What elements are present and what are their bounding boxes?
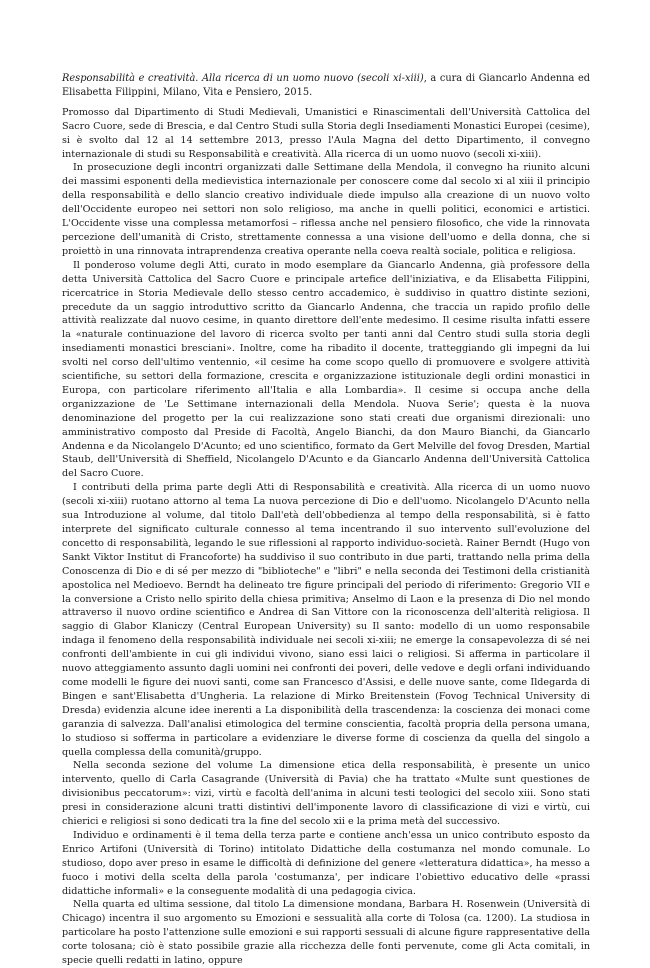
- paragraph: In prosecuzione degli incontri organizzati dalle Settimane della Mendola, il convegno ha riunito alcuni dei massimi esponenti della medievistica internazionale per conoscere come dal secolo xi al xiii il principio della responsabilità e dello slancio creativo individuale diede impulso alla creazione di un nuovo volto dell'Occidente europeo nei settori non solo religioso, ma anche in quelli politici, economici e artistici. L'Occidente visse una complessa metamorfosi – riflessa anche nel pensiero filosofico, che vide la rinnovata percezione dell'umanità di Cristo, strettamente connessa a una visione dell'uomo e della donna, che si proiettò in una rinnovata intraprendenza creativa operante nella coeva realtà sociale, politica e religiosa.: [62, 162, 590, 257]
- paragraph: Nella seconda sezione del volume La dimensione etica della responsabilità, è presente un unico intervento, quello di Carla Casagrande (Università di Pavia) che ha trattato «Multe sunt questiones de divisionibus peccatorum»: vizi, virtù e facoltà dell'anima in alcuni testi teologici del secolo xiii. Sono stati presi in considerazione alcuni tratti distintivi dell'imponente lavoro di classificazione di vizi e virtù, cui chierici e religiosi si sono dedicati tra la fine del secolo xii e la prima metà del successivo.: [62, 760, 590, 828]
- book-title: Responsabilità e creatività. Alla ricerca di un uomo nuovo (secoli xi-xiii): [62, 73, 424, 84]
- paragraph: Promosso dal Dipartimento di Studi Medievali, Umanistici e Rinascimentali dell'Università Cattolica del Sacro Cuore, sede di Brescia, e dal Centro Studi sulla Storia degli Insediamenti Monastici Europei (cesime), si è svolto dal 12 al 14 settembre 2013, presso l'Aula Magna del detto Dipartimento, il convegno internazionale di studi su Responsabilità e creatività. Alla ricerca di un uomo nuovo (secoli xi-xiii).: [62, 106, 590, 160]
- book-publication-details: , a cura di Giancarlo Andenna ed Elisabetta Filippini, Milano, Vita e Pensiero, 2015.: [62, 73, 591, 98]
- paragraph: Nella quarta ed ultima sessione, dal titolo La dimensione mondana, Barbara H. Rosenwein (Università di Chicago) incentra il suo argomento su Emozioni e sessualità alla corte di Tolosa (ca. 1200). La studiosa in particolare ha posto l'attenzione sulle emozioni e sui rapporti sessuali di alcune figure rappresentative della corte tolosana; ciò è stato possibile grazie alla ricchezza delle fonti pervenute, come gli Acta comitali, in specie quelli redatti in latino, oppure: [62, 899, 590, 967]
- review-page: [62, 72, 590, 968]
- paragraph: Il ponderoso volume degli Atti, curato in modo esemplare da Giancarlo Andenna, già professore della detta Università Cattolica del Sacro Cuore e principale artefice dell'iniziativa, e da Elisabetta Filippini, ricercatrice in Storia Medievale dello stesso centro accademico, è suddiviso in quattro distinte sezioni, precedute da un saggio introduttivo scritto da Giancarlo Andenna, che traccia un rapido profilo delle attività realizzate dal nuovo cesime, in quanto direttore dell'ente medesimo. Il cesime risulta infatti essere la «naturale continuazione del lavoro di ricerca svolto per tanti anni dal Centro studi sulla storia degli insediamenti monastici bresciani». Inoltre, come ha ribadito il docente, tratteggiando gli impegni da lui svolti nel corso dell'ultimo ventennio, «il cesime ha come scopo quello di promuovere e svolgere attività scientifiche, su settori della formazione, crescita e organizzazione istituzionale degli ordini monastici in Europa, con particolare riferimento all'Italia e alla Lombardia». Il cesime si occupa anche della organizzazione de 'Le Settimane internazionali della Mendola. Nuova Serie'; questa è la nuova denominazione del progetto per la cui realizzazione sono stati creati due organismi direzionali: uno amministrativo composto dal Preside di Facoltà, Angelo Bianchi, da don Mauro Bianchi, da Giancarlo Andenna e da Nicolangelo D'Acunto; ed uno scientifico, formato da Gert Melville del fovog Dresden, Martial Staub, dell'Università di Sheffield, Nicolangelo D'Acunto e da Giancarlo Andenna dell'Università Cattolica del Sacro Cuore.: [62, 259, 590, 480]
- book-citation: [62, 72, 590, 100]
- paragraph: Individuo e ordinamenti è il tema della terza parte e contiene anch'essa un unico contributo esposto da Enrico Artifoni (Università di Torino) intitolato Didattiche della costumanza nel mondo comunale. Lo studioso, dopo aver preso in esame le difficoltà di definizione del genere «letteratura didattica», ha messo a fuoco i motivi della scelta della parola 'costumanza', per indicare l'obiettivo educativo delle «prassi didattiche informali» e la conseguente modalità di una pedagogia civica.: [62, 829, 590, 897]
- paragraph: I contributi della prima parte degli Atti di Responsabilità e creatività. Alla ricerca di un uomo nuovo (secoli xi-xiii) ruotano attorno al tema La nuova percezione di Dio e dell'uomo. Nicolangelo D'Acunto nella sua Introduzione al volume, dal titolo Dall'età dell'obbedienza al tempo della responsabilità, si è fatto interprete del significato culturale connesso al tema incentrando il suo intervento sull'evoluzione del concetto di responsabilità, legando le sue riflessioni al rapporto individuo-società. Rainer Berndt (Hugo von Sankt Viktor Institut di Francoforte) ha suddiviso il suo contributo in due parti, trattando nella prima della Conoscenza di Dio e di sé per mezzo di "biblioteche" e "libri" e nella seconda dei Testimoni della cristianità apostolica nel Medioevo. Berndt ha delineato tre figure principali del periodo di riferimento: Gregorio VII e la conversione a Cristo nello spirito della chiesa primitiva; Anselmo di Laon e la presenza di Dio nel mondo attraverso il nuovo ordine scientifico e Andrea di San Vittore con la riconoscenza dell'alterità religiosa. Il saggio di Glabor Klaniczy (Central European University) su Il santo: modello di un uomo responsabile indaga il fenomeno della responsabilità individuale nei secoli xi-xiii; ne emerge la consapevolezza di sé nei confronti dell'ambiente in cui gli individui vivono, siano essi laici o religiosi. Si afferma in particolare il nuovo atteggiamento assunto dagli uomini nei confronti dei poveri, delle vedove e degli orfani individuando come modelli le figure dei nuovi santi, come san Francesco d'Assisi, e delle nuove sante, come Ildegarda di Bingen e sant'Elisabetta d'Ungheria. La relazione di Mirko Breitenstein (Fovog Technical University di Dresda) evidenzia alcune idee inerenti a La disponibilità della trascendenza: la coscienza dei monaci come garanzia di salvezza. Dall'analisi etimologica del termine conscientia, facoltà propria della persona umana, lo studioso si sofferma in particolare a evidenziare le diverse forme di coscienza da quella del singolo a quella complessa della comunità/gruppo.: [62, 482, 590, 758]
